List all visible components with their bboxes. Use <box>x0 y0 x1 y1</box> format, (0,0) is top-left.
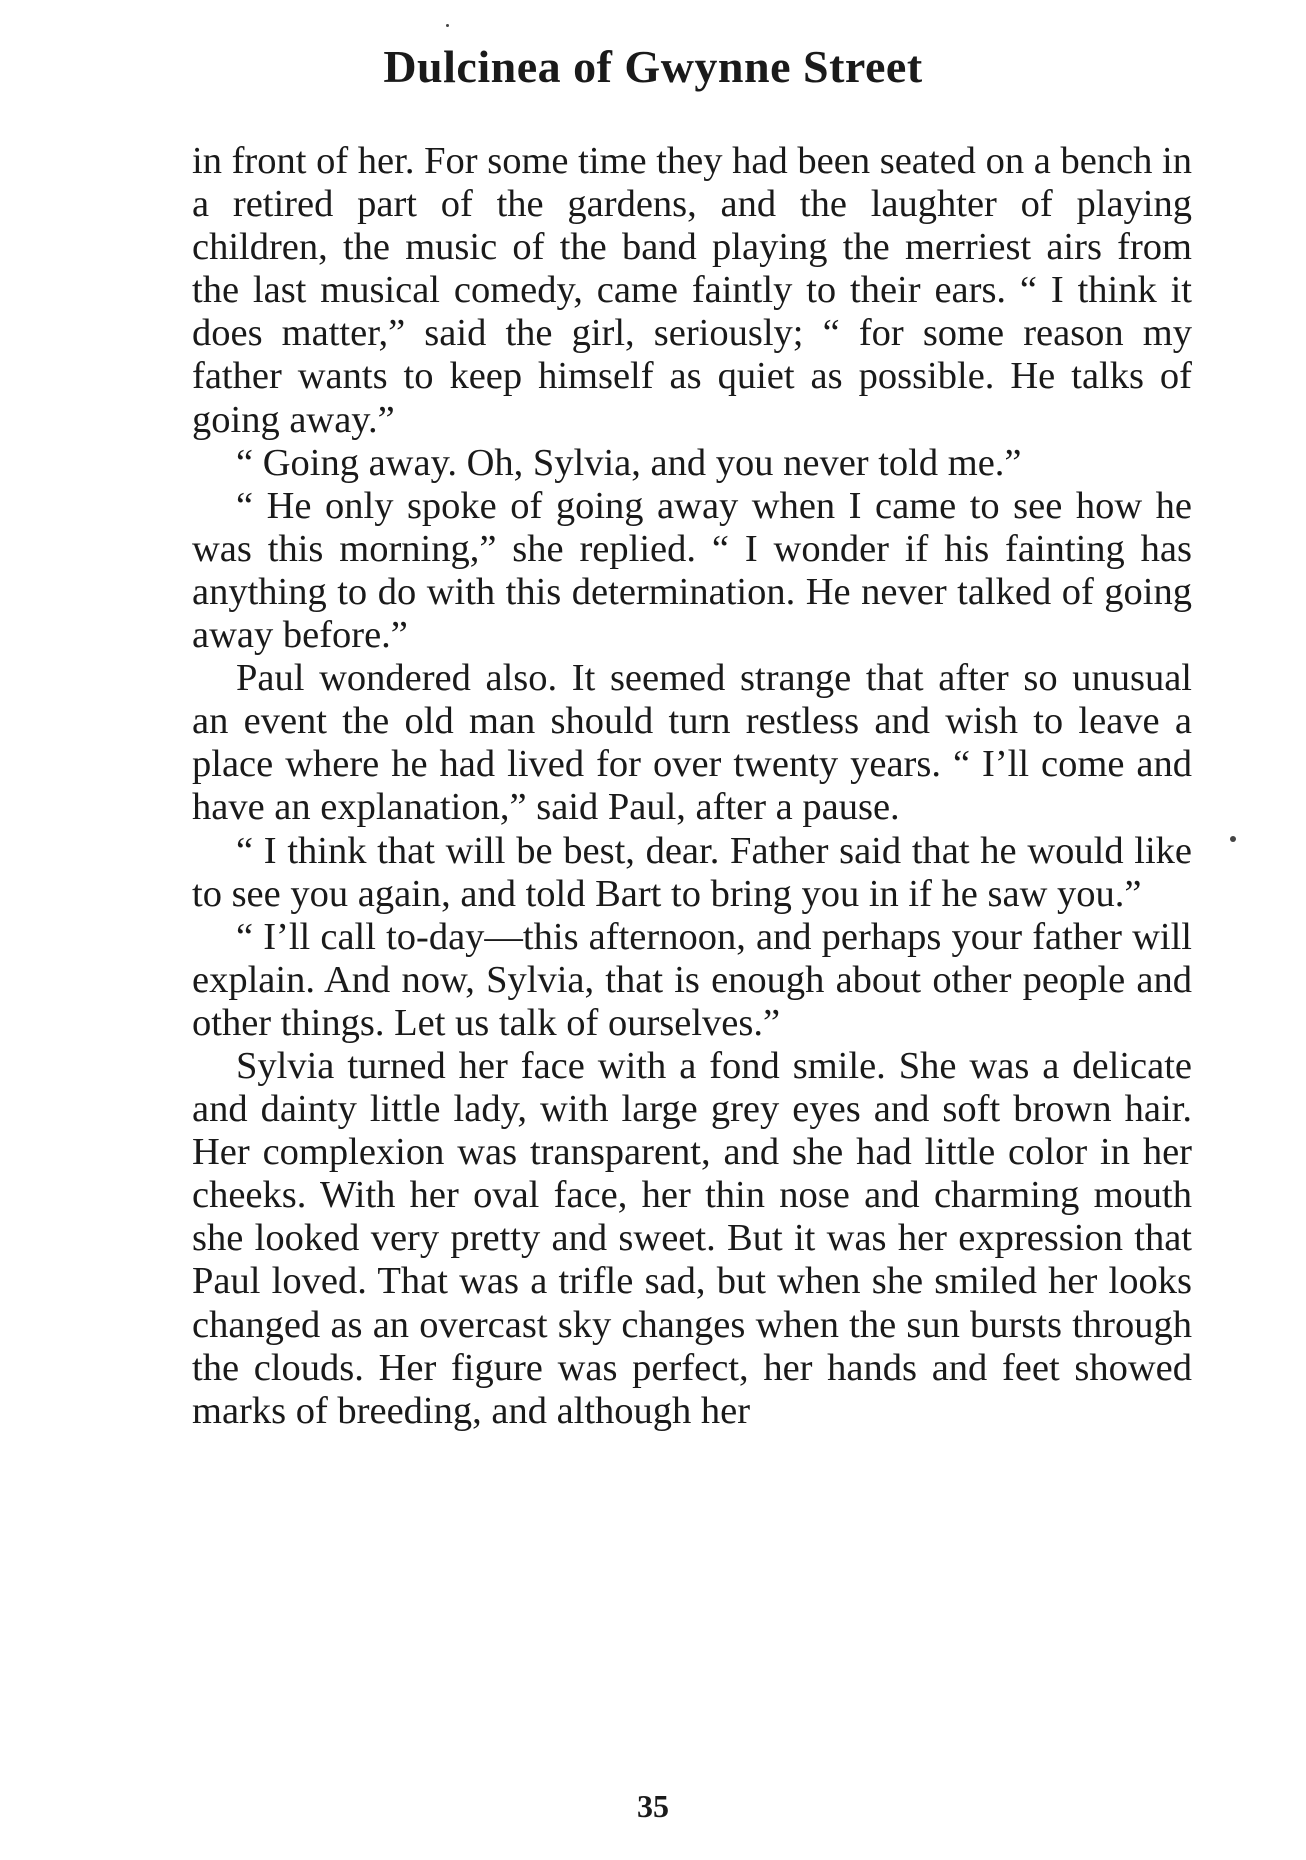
paragraph: “ I’ll call to-day—this afternoon, and perhaps your father will explain. And now, Sylvia, that is enough about other people and other things. Let us talk of ourselves.” <box>192 915 1192 1044</box>
print-speck <box>446 24 449 27</box>
print-speck <box>1230 836 1236 842</box>
paragraph: in front of her. For some time they had been seated on a bench in a retired part of the gardens, and the laughter of playing children, the music of the band playing the merriest airs from the last musical comedy, came faintly to their ears. “ I think it does matter,” said the girl, seriously; “ for some reason my father wants to keep himself as quiet as possible. He talks of going away.” <box>192 140 1192 441</box>
paragraph: Sylvia turned her face with a fond smile. She was a delicate and dainty little lady, with large grey eyes and soft brown hair. Her complexion was transparent, and she had little color in her cheeks. With her oval face, her thin nose and charming mouth she looked very pretty and sweet. But it was her expression that Paul loved. That was a trifle sad, but when she smiled her looks changed as an overcast sky changes when the sun bursts through the clouds. Her figure was perfect, her hands and feet showed marks of breeding, and although her <box>192 1044 1192 1432</box>
page-number: 35 <box>637 1788 669 1824</box>
running-head: Dulcinea of Gwynne Street <box>383 41 923 92</box>
paragraph: “ He only spoke of going away when I came to see how he was this morning,” she replied. “ I wonder if his fainting has anything to do with this determination. He never talked of going away before.” <box>192 484 1192 657</box>
paragraph: “ I think that will be best, dear. Father said that he would like to see you again, and told Bart to bring you in if he saw you.” <box>192 829 1192 915</box>
paragraph: Paul wondered also. It seemed strange that after so unusual an event the old man should turn restless and wish to leave a place where he had lived for over twenty years. “ I’ll come and have an explanation,” said Paul, after a pause. <box>192 657 1192 829</box>
body-text <box>192 140 1192 1433</box>
paragraph: “ Going away. Oh, Sylvia, and you never told me.” <box>236 441 1022 484</box>
